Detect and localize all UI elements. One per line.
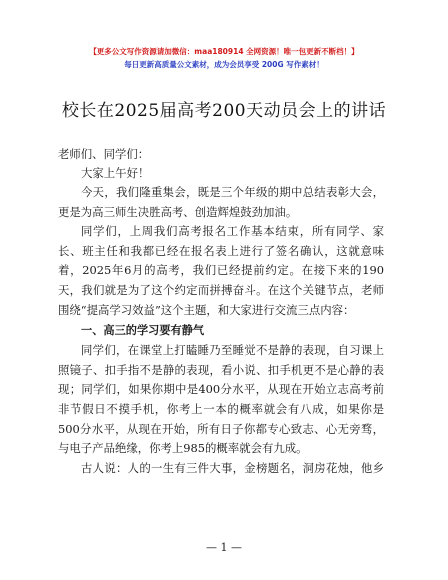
paragraph-line: 更是为高三师生决胜高考、创造辉煌鼓劲加油。 [58, 205, 298, 219]
paragraph-line: 古人说：人的一生有三件大事，金榜题名，洞房花烛，他乡 [81, 461, 384, 475]
paragraph-line: 与电子产品绝缘，你考上985的概率就会有九成。 [58, 441, 308, 455]
paragraph-line: 同学们，在课堂上打瞌睡乃至睡觉不是静的表现，自习课上 [81, 343, 384, 357]
paragraph-line: 非节假日不摸手机，你考上一本的概率就会有八成，如果你是 [58, 402, 384, 416]
paragraph-line: 同学们，上周我们高考报名工作基本结束，所有同学、家 [81, 224, 384, 238]
paragraph-line: 今天，我们隆重集会，既是三个年级的期中总结表彰大会， [81, 185, 384, 199]
paragraph-line: 500分水平，从现在开始，所有日子你都专心致志、心无旁骛， [58, 422, 384, 436]
promo-banner-line-2: 每日更新高质量公文素材，成为会员享受 200G 写作素材！ [124, 60, 324, 69]
paragraph-line: 天，我们就是为了这个约定而拼搏奋斗。在这个关键节点，老师 [58, 283, 384, 297]
document-title: 校长在2025届高考200天动员会上的讲话 [61, 101, 387, 121]
paragraph-line: 围绕“提高学习效益”这个主题，和大家进行交流三点内容： [58, 303, 355, 317]
page-number: — 1 — [206, 541, 242, 554]
salutation: 老师们、同学们： [58, 147, 150, 161]
paragraph-line: 照镜子、扣手指不是静的表现，看小说、扣手机更不是心静的表 [58, 363, 384, 377]
paragraph-line: 长、班主任和我都已经在报名表上进行了签名确认，这就意味 [58, 244, 384, 258]
promo-banner-line-1: 【更多公文写作资源请加微信：maa180914 全网资源！唯一包更新不断档！】 [89, 47, 359, 56]
section-heading: 一、高三的学习要有静气 [81, 324, 205, 337]
greeting: 大家上午好！ [81, 166, 150, 180]
paragraph-line: 着，2025年6月的高考，我们已经提前约定。在接下来的190 [58, 263, 384, 277]
paragraph-line: 现；同学们，如果你期中是400分水平，从现在开始立志高考前 [58, 382, 384, 396]
